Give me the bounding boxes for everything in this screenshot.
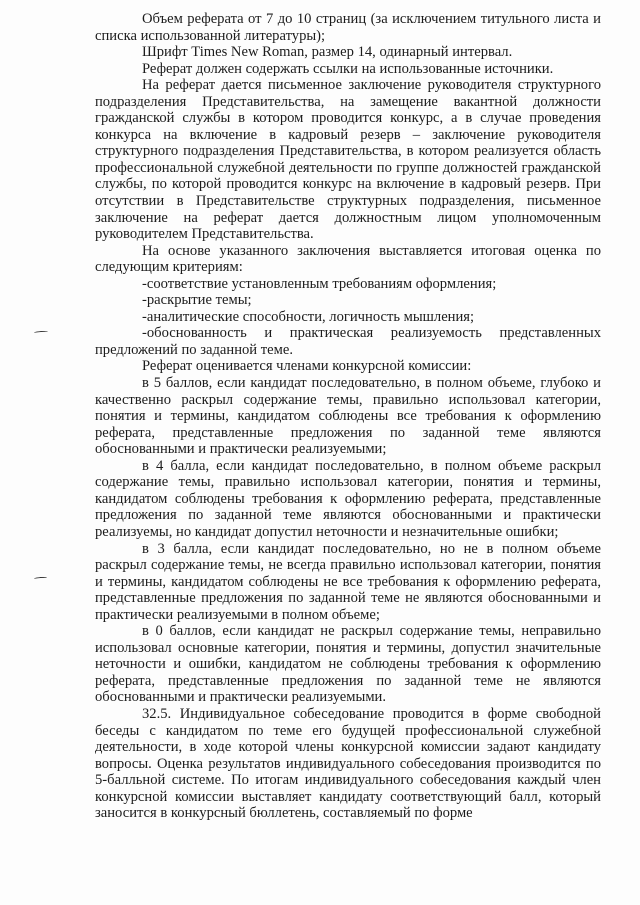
paragraph: На основе указанного заключения выставляется итоговая оценка по следующим критериям: [95,242,601,276]
paragraph: Объем реферата от 7 до 10 страниц (за исключением титульного листа и списка использованной литературы); [95,11,601,44]
grade-paragraph: в 3 балла, если кандидат последовательно, но не в полном объеме раскрыл содержание темы, не всегда правильно использовал категории, понятия и термины, кандидатом соблюдены не все требования к оформлению реферата, представленные предложения по заданной теме не являются обоснованными и практически реализуемыми в полном объеме; [95,540,601,623]
margin-pen-mark [34,331,48,335]
grade-paragraph: в 0 баллов, если кандидат не раскрыл содержание темы, неправильно использовал основные категории, понятия и термины, допустил значительные неточности и ошибки, кандидатом не соблюдены требования к оформлению реферата, представленные предложения по заданной теме не являются обоснованными и практически реализуемыми. [95,623,601,706]
paragraph: 32.5. Индивидуальное собеседование проводится в форме свободной беседы с кандидатом по теме его будущей профессиональной служебной деятельности, в ходе которой члены конкурсной комиссии задают кандидату вопросы. Оценка результатов индивидуального собеседования производится по 5-балльной системе. По итогам индивидуального собеседования каждый член конкурсной комиссии выставляет кандидату соответствующий балл, который заносится в конкурсный бюллетень, составляемый по форме [95,705,601,822]
grade-paragraph: в 5 баллов, если кандидат последовательно, в полном объеме, глубоко и качественно раскрыл содержание темы, правильно использовал категории, понятия и термины, кандидатом соблюдены все требования к оформлению реферата, представленные предложения по заданной теме являются обоснованными и практически реализуемыми; [95,375,601,458]
paragraph: Реферат должен содержать ссылки на использованные источники. [142,60,554,77]
criteria-item: -соответствие установленным требованиям оформления; [142,275,497,292]
paragraph: На реферат дается письменное заключение руководителя структурного подразделения Представительства, на замещение вакантной должности гражданской службы в котором проводится конкурс, а в случае проведения конкурса на включение в кадровый резерв – заключение руководителя структурного подразделения Представительства, в котором реализуется область профессиональной служебной деятельности по группе должностей гражданской службы, по которой проводится конкурс на включение в кадровый резерв. При отсутствии в Представительстве структурных подразделения, письменное заключение на реферат дается должностным лицом уполномоченным руководителем Представительства. [95,77,601,243]
grade-paragraph: в 4 балла, если кандидат последовательно, в полном объеме раскрыл содержание темы, правильно использовал категории, понятия и термины, кандидатом соблюдены требования к оформлению реферата, представленные предложения по заданной теме являются обоснованными и практически реализуемы, но кандидат допустил неточности и незначительные ошибки; [95,457,601,540]
criteria-item: -обоснованность и практическая реализуемость представленных предложений по заданной теме. [95,325,601,358]
paragraph: Реферат оценивается членами конкурсной комиссии: [142,358,472,375]
document-body [95,11,601,822]
criteria-item: -раскрытие темы; [142,292,252,309]
criteria-item: -аналитические способности, логичность мышления; [142,308,475,325]
margin-pen-mark [34,577,47,581]
paragraph: Шрифт Times New Roman, размер 14, одинарный интервал. [142,44,513,61]
